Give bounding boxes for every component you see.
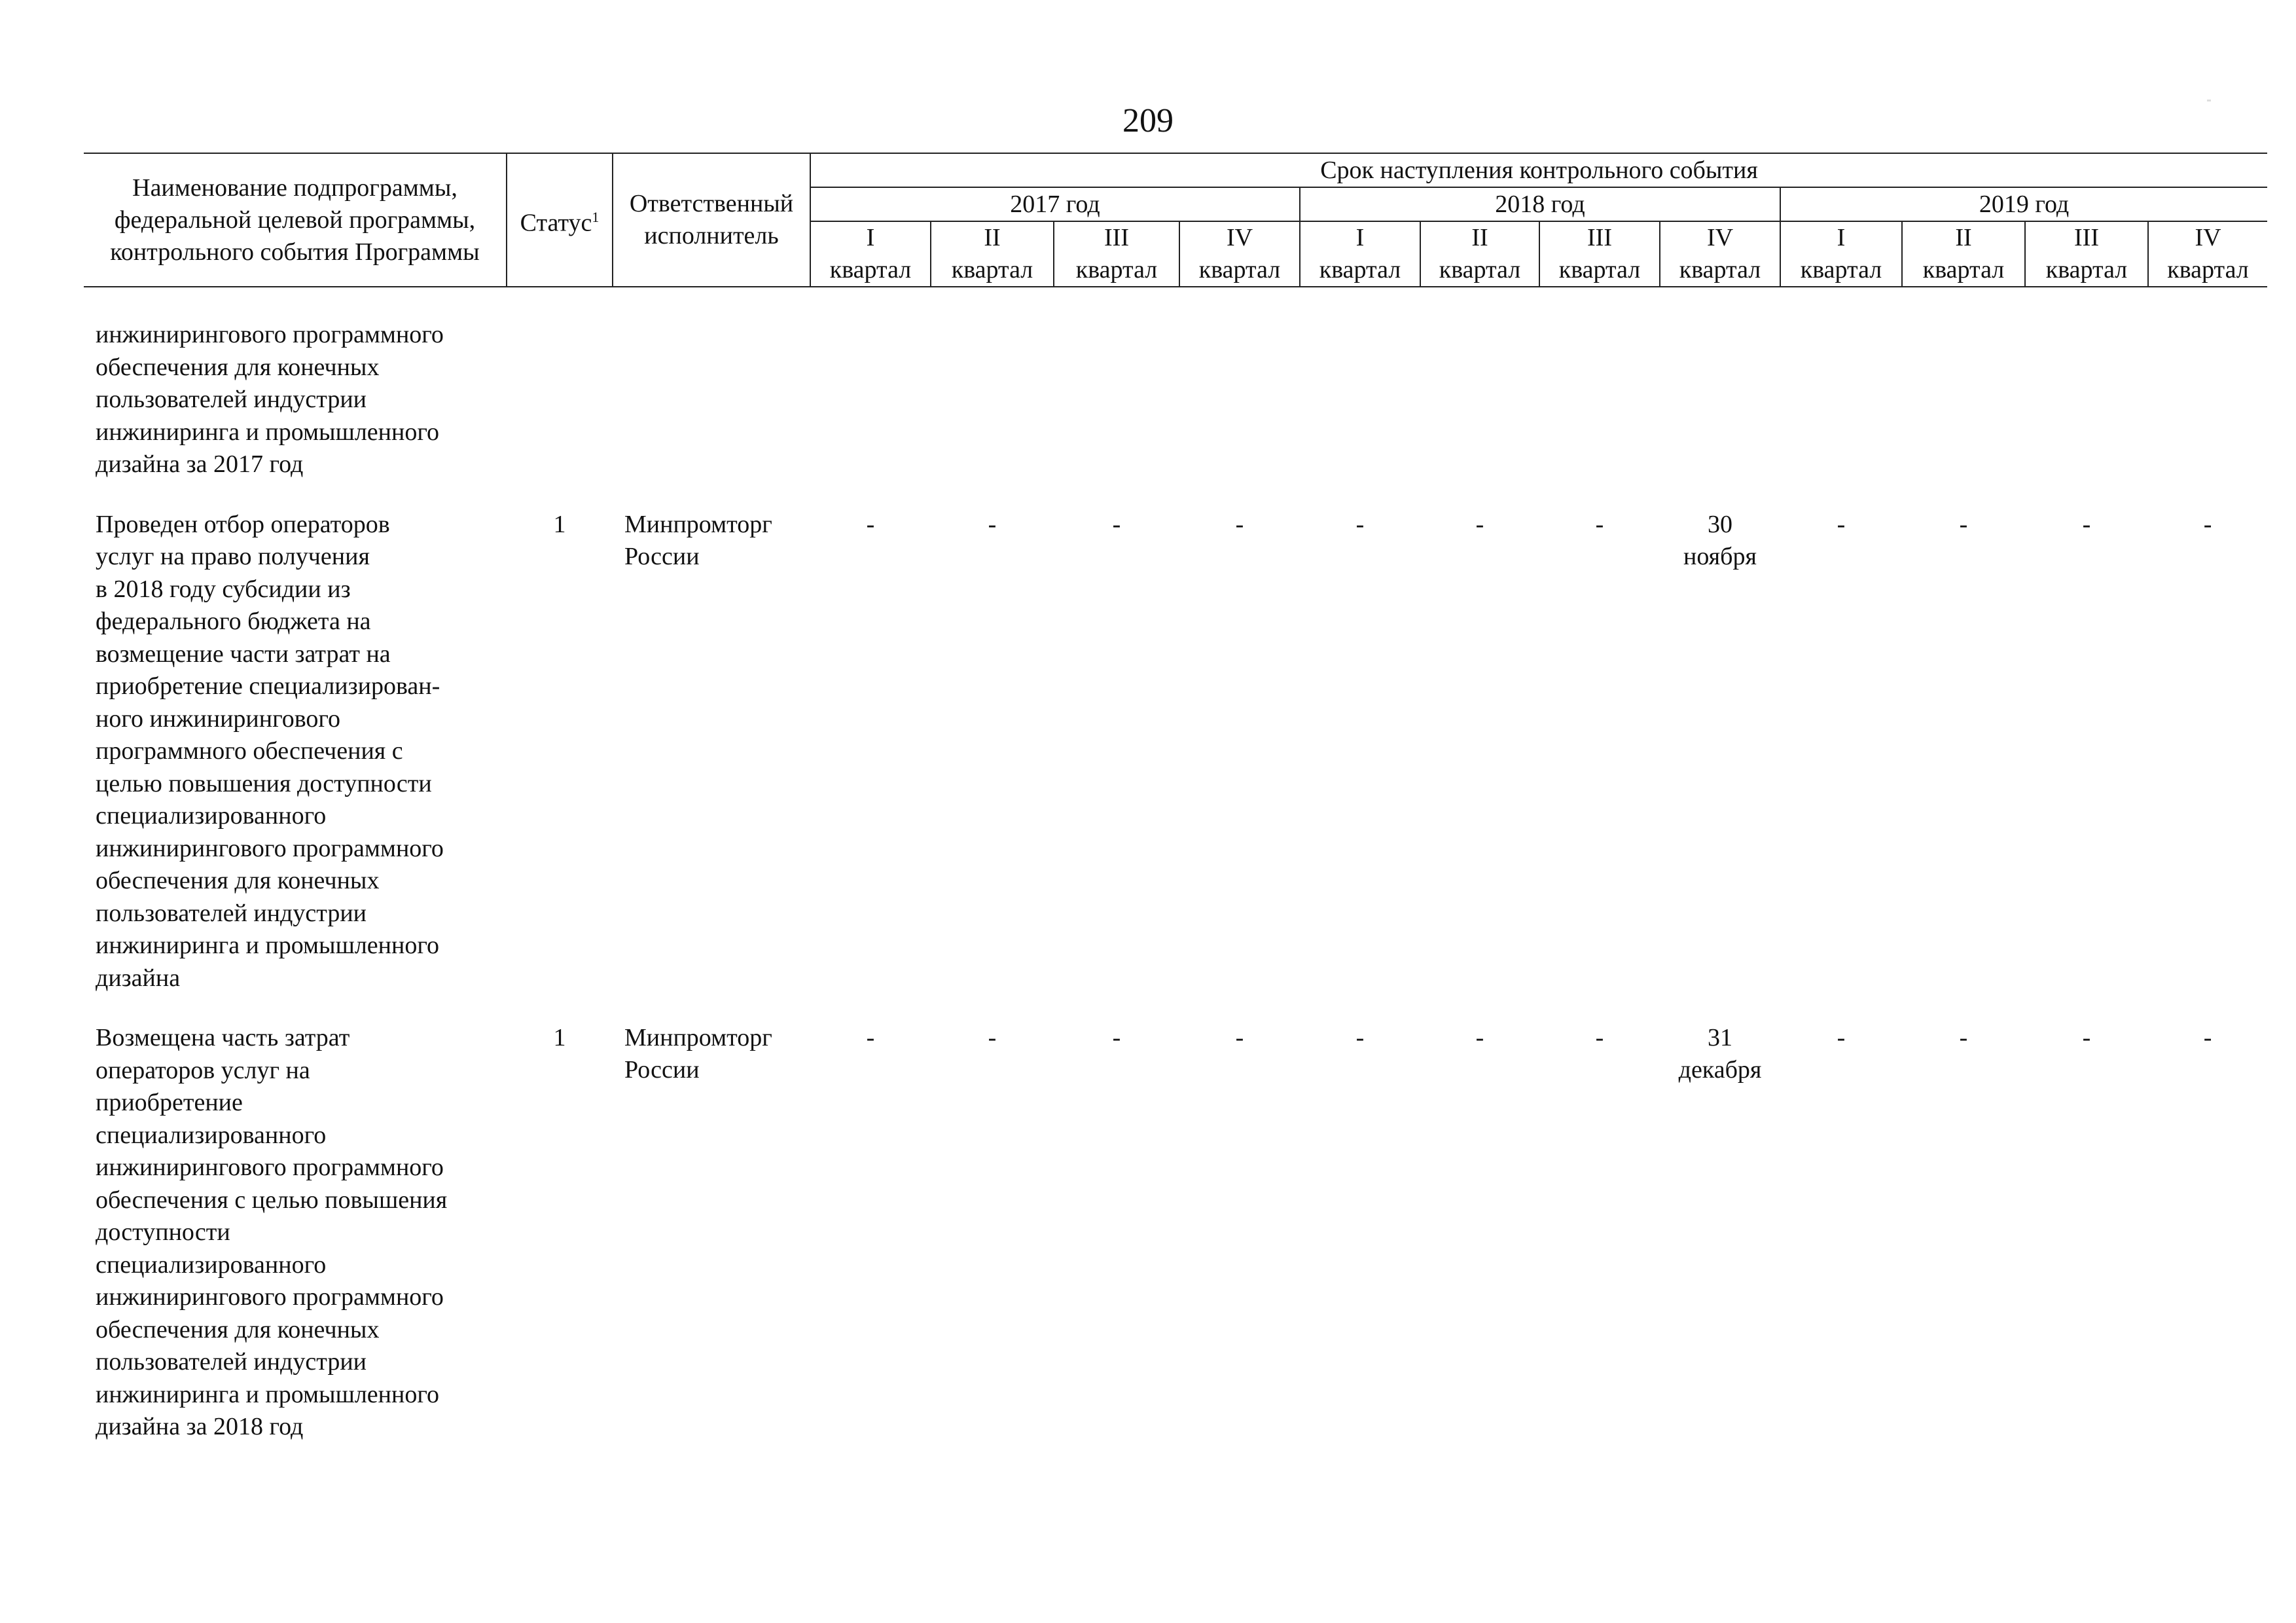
event-name-line: программного обеспечения с (96, 737, 403, 765)
quarter-deadline-cell (1902, 1022, 2025, 1444)
event-name-line: инжинирингового программного (96, 321, 444, 348)
year-header-2019: 2019 год (1780, 187, 2267, 221)
quarter-deadline-cell (2148, 1022, 2267, 1444)
deadline-value: 31 (1708, 1024, 1732, 1051)
quarter-header: II квартал (1902, 221, 2025, 287)
page-number: 209 (1122, 102, 1174, 139)
quarter-header: III квартал (2025, 221, 2148, 287)
deadline-value: - (2203, 1024, 2212, 1051)
column-header-executor: Ответственный исполнитель (613, 153, 810, 287)
quarter-deadline-cell (1300, 1022, 1420, 1444)
deadline-value: - (1235, 1024, 1244, 1051)
deadline-value: - (1112, 510, 1121, 538)
quarter-deadline-cell (2025, 509, 2148, 995)
event-name-line: приобретение (96, 1089, 243, 1116)
status-cell: 1 (553, 510, 566, 538)
deadline-value: - (1355, 1024, 1365, 1051)
deadline-value: - (2082, 1024, 2091, 1051)
deadline-value: - (866, 510, 875, 538)
deadline-value: - (1837, 1024, 1846, 1051)
column-header-name: Наименование подпрограммы, федеральной целевой программы, контрольного события Программы (84, 153, 507, 287)
column-header-deadline: Срок наступления контрольного события (810, 153, 2267, 187)
quarter-deadline-cell (810, 509, 931, 995)
quarter-deadline-cell (931, 509, 1054, 995)
quarter-deadline-cell (1420, 509, 1539, 995)
table-row (84, 319, 2267, 481)
footnote-marker: 1 (592, 208, 600, 225)
event-name-cell (84, 1022, 507, 1444)
executor-cell (613, 509, 810, 995)
event-name-line: инжиниринга и промышленного (96, 418, 439, 446)
quarter-deadline-cell (2025, 319, 2148, 481)
deadline-value: - (1475, 510, 1484, 538)
quarter-header: IV квартал (1660, 221, 1780, 287)
quarter-deadline-cell (2148, 319, 2267, 481)
deadline-value: - (1595, 1024, 1604, 1051)
quarter-deadline-cell (1780, 1022, 1902, 1444)
quarter-deadline-cell (1420, 1022, 1539, 1444)
executor-line: Минпромторг (624, 510, 772, 538)
deadline-value: - (866, 1024, 875, 1051)
year-header-2018: 2018 год (1300, 187, 1780, 221)
deadline-value: - (988, 510, 997, 538)
deadline-value: - (1959, 510, 1968, 538)
executor-cell (613, 319, 810, 481)
executor-line: России (624, 1056, 700, 1084)
quarter-deadline-cell (1902, 319, 2025, 481)
quarter-deadline-cell (1539, 319, 1660, 481)
deadline-value: - (1595, 510, 1604, 538)
event-name-line: инжиниринга и промышленного (96, 932, 439, 959)
deadline-value: - (1959, 1024, 1968, 1051)
quarter-header: I квартал (810, 221, 931, 287)
quarter-deadline-cell (1420, 319, 1539, 481)
row-gap (84, 481, 2267, 509)
quarter-header: IV квартал (1179, 221, 1300, 287)
quarter-deadline-cell (1902, 509, 2025, 995)
event-name-line: Возмещена часть затрат (96, 1024, 350, 1051)
year-header-2017: 2017 год (810, 187, 1300, 221)
executor-line: России (624, 542, 700, 570)
event-name-line: целью повышения доступности (96, 769, 432, 797)
event-name-line: дизайна за 2017 год (96, 450, 304, 478)
event-name-line: обеспечения для конечных (96, 1315, 380, 1343)
quarter-deadline-cell (1660, 319, 1780, 481)
quarter-deadline-cell (810, 1022, 931, 1444)
event-name-line: обеспечения для конечных (96, 353, 380, 381)
event-name-line: пользователей индустрии (96, 1348, 367, 1376)
quarter-deadline-cell (810, 319, 931, 481)
executor-line: Минпромторг (624, 1024, 772, 1051)
deadline-value: - (1837, 510, 1846, 538)
deadline-value: - (2082, 510, 2091, 538)
event-name-line: обеспечения для конечных (96, 867, 380, 894)
quarter-deadline-cell (1300, 319, 1420, 481)
table-body (84, 287, 2267, 1444)
quarter-deadline-cell (1780, 319, 1902, 481)
quarter-deadline-cell (1660, 1022, 1780, 1444)
event-name-line: услуг на право получения (96, 543, 370, 570)
event-name-line: в 2018 году субсидии из (96, 575, 351, 603)
table-row (84, 1022, 2267, 1444)
event-name-line: возмещение части затрат на (96, 640, 391, 668)
deadline-value: - (988, 1024, 997, 1051)
control-events-table (84, 153, 2267, 1444)
event-name-line: инжиниринга и промышленного (96, 1380, 439, 1408)
deadline-value: ноября (1683, 542, 1757, 570)
quarter-deadline-cell (1179, 509, 1300, 995)
deadline-value: - (2203, 510, 2212, 538)
deadline-value: - (1112, 1024, 1121, 1051)
event-name-line: инжинирингового программного (96, 834, 444, 862)
status-cell: 1 (553, 1024, 566, 1051)
event-name-line: пользователей индустрии (96, 899, 367, 927)
quarter-deadline-cell (931, 319, 1054, 481)
quarter-deadline-cell (1179, 1022, 1300, 1444)
event-name-line: дизайна (96, 964, 181, 992)
row-gap (84, 994, 2267, 1022)
quarter-header: IV квартал (2148, 221, 2267, 287)
quarter-deadline-cell (1539, 509, 1660, 995)
event-name-cell (84, 509, 507, 995)
event-name-line: пользователей индустрии (96, 386, 367, 413)
event-name-line: ного инжинирингового (96, 704, 341, 733)
event-name-line: инжинирингового программного (96, 1283, 444, 1311)
event-name-line: специализированного (96, 1121, 327, 1149)
quarter-deadline-cell (1539, 1022, 1660, 1444)
event-name-line: федерального бюджета на (96, 608, 371, 635)
deadline-value: - (1355, 510, 1365, 538)
scan-mark (2207, 100, 2211, 101)
row-gap (84, 287, 2267, 319)
quarter-deadline-cell (2025, 1022, 2148, 1444)
event-name-line: инжинирингового программного (96, 1154, 444, 1181)
event-name-line: Проведен отбор операторов (96, 510, 390, 538)
quarter-deadline-cell (1300, 509, 1420, 995)
quarter-header: I квартал (1300, 221, 1420, 287)
quarter-header: III квартал (1539, 221, 1660, 287)
quarter-header: III квартал (1054, 221, 1179, 287)
quarter-header: II квартал (931, 221, 1054, 287)
deadline-value: декабря (1678, 1056, 1762, 1084)
event-name-line: операторов услуг на (96, 1056, 310, 1084)
quarter-deadline-cell (2148, 509, 2267, 995)
table-row (84, 509, 2267, 995)
quarter-header: II квартал (1420, 221, 1539, 287)
deadline-value: - (1475, 1024, 1484, 1051)
event-name-line: специализированного (96, 802, 327, 830)
event-name-line: приобретение специализирован- (96, 672, 440, 700)
deadline-value: 30 (1708, 510, 1732, 538)
event-name-line: доступности (96, 1218, 230, 1246)
quarter-deadline-cell (1179, 319, 1300, 481)
event-name-line: дизайна за 2018 год (96, 1413, 304, 1440)
quarter-deadline-cell (1054, 319, 1179, 481)
quarter-deadline-cell (1660, 509, 1780, 995)
quarter-deadline-cell (931, 1022, 1054, 1444)
quarter-deadline-cell (1780, 509, 1902, 995)
event-name-cell (84, 319, 507, 481)
event-name-line: специализированного (96, 1250, 327, 1279)
quarter-deadline-cell (1054, 509, 1179, 995)
executor-cell (613, 1022, 810, 1444)
status-cell (507, 319, 613, 481)
quarter-header: I квартал (1780, 221, 1902, 287)
quarter-deadline-cell (1054, 1022, 1179, 1444)
event-name-line: обеспечения с целью повышения (96, 1186, 448, 1214)
deadline-value: - (1235, 510, 1244, 538)
column-header-status: Статус$^1$ (507, 153, 613, 287)
